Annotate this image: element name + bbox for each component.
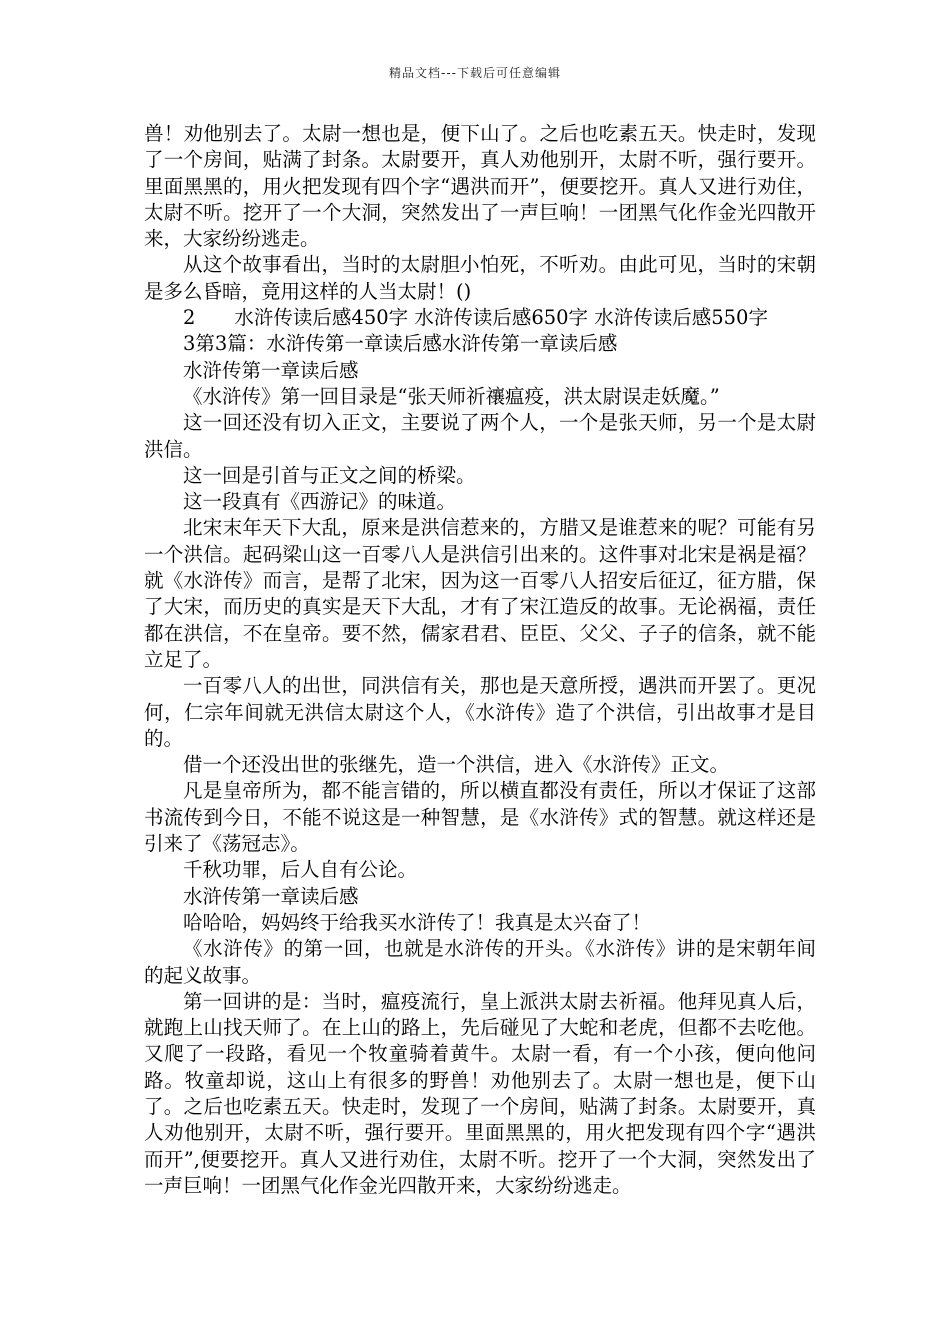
paragraph: 2 水浒传读后感450字 水浒传读后感650字 水浒传读后感550字 <box>183 306 768 330</box>
section-heading: 3第3篇：水浒传第一章读后感水浒传第一章读后感 <box>183 332 618 356</box>
paragraph: 第一回讲的是：当时，瘟疫流行，皇上派洪太尉去祈福。他拜见真人后，就跑上山找天师了。在上山的路上，先后碰见了大蛇和老虎，但都不去吃他。又爬了一段路，看见一个牧童骑着黄牛。太尉一看，有一个小孩，便向他问路。牧童却说，这山上有很多的野兽！劝他别去了。太尉一想也是，便下山了。之后也吃素五天。快走时，发现了一个房间，贴满了封条。太尉要开，真人劝他别开，太尉不听，强行要开。里面黑黑的，用火把发现有四个字“遇洪而开”,便要挖开。真人又进行劝住，太尉不听。挖开了一个大洞，突然发出了一声巨响！一团黑气化作金光四散开来，大家纷纷逃走。 <box>144 989 816 1197</box>
paragraph: 这一段真有《西游记》的味道。 <box>183 490 457 514</box>
paragraph: 从这个故事看出，当时的太尉胆小怕死，不听劝。由此可见，当时的宋朝是多么昏暗，竟用这样的人当太尉！() <box>144 253 816 303</box>
paragraph: 《水浒传》的第一回，也就是水浒传的开头。《水浒传》讲的是宋朝年间的起义故事。 <box>144 937 816 987</box>
paragraph: 兽！劝他别去了。太尉一想也是，便下山了。之后也吃素五天。快走时，发现了一个房间，贴满了封条。太尉要开，真人劝他别开，太尉不听，强行要开。里面黑黑的，用火把发现有四个字“遇洪而开”，便要挖开。真人又进行劝住，太尉不听。挖开了一个大洞，突然发出了一声巨响！一团黑气化作金光四散开来，大家纷纷逃走。 <box>144 122 816 251</box>
paragraph: 哈哈哈，妈妈终于给我买水浒传了！我真是太兴奋了！ <box>183 910 652 934</box>
paragraph: 这一回还没有切入正文，主要说了两个人，一个是张天师，另一个是太尉洪信。 <box>144 411 816 461</box>
paragraph: 一百零八人的出世，同洪信有关，那也是天意所授，遇洪而开罢了。更况何，仁宗年间就无洪信太尉这个人，《水浒传》造了个洪信，引出故事才是目的。 <box>144 674 816 750</box>
document-body <box>144 121 816 1199</box>
paragraph: 这一回是引首与正文之间的桥梁。 <box>183 463 476 487</box>
paragraph: 借一个还没出世的张继先，造一个洪信，进入《水浒传》正文。 <box>183 753 730 777</box>
page-header: 精品文档---下载后可任意编辑 <box>389 66 561 80</box>
paragraph: 《水浒传》第一回目录是“张天师祈禳瘟疫，洪太尉误走妖魔。” <box>183 384 720 408</box>
paragraph: 凡是皇帝所为，都不能言错的，所以横直都没有责任，所以才保证了这部书流传到今日，不能不说这是一种智慧，是《水浒传》式的智慧。就这样还是引来了《荡冠志》。 <box>144 779 816 856</box>
paragraph: 北宋末年天下大乱，原来是洪信惹来的，方腊又是谁惹来的呢？可能有另一个洪信。起码梁山这一百零八人是洪信引出来的。这件事对北宋是祸是福？就《水浒传》而言，是帮了北宋，因为这一百零八人招安后征辽，征方腊，保了大宋，而历史的真实是天下大乱，才有了宋江造反的故事。无论祸福，责任都在洪信，不在皇帝。要不然，儒家君君、臣臣、父父、子子的信条，就不能立足了。 <box>144 516 816 671</box>
article-title: 水浒传第一章读后感 <box>183 884 359 908</box>
paragraph: 千秋功罪，后人自有公论。 <box>183 858 418 882</box>
article-title: 水浒传第一章读后感 <box>183 358 359 382</box>
